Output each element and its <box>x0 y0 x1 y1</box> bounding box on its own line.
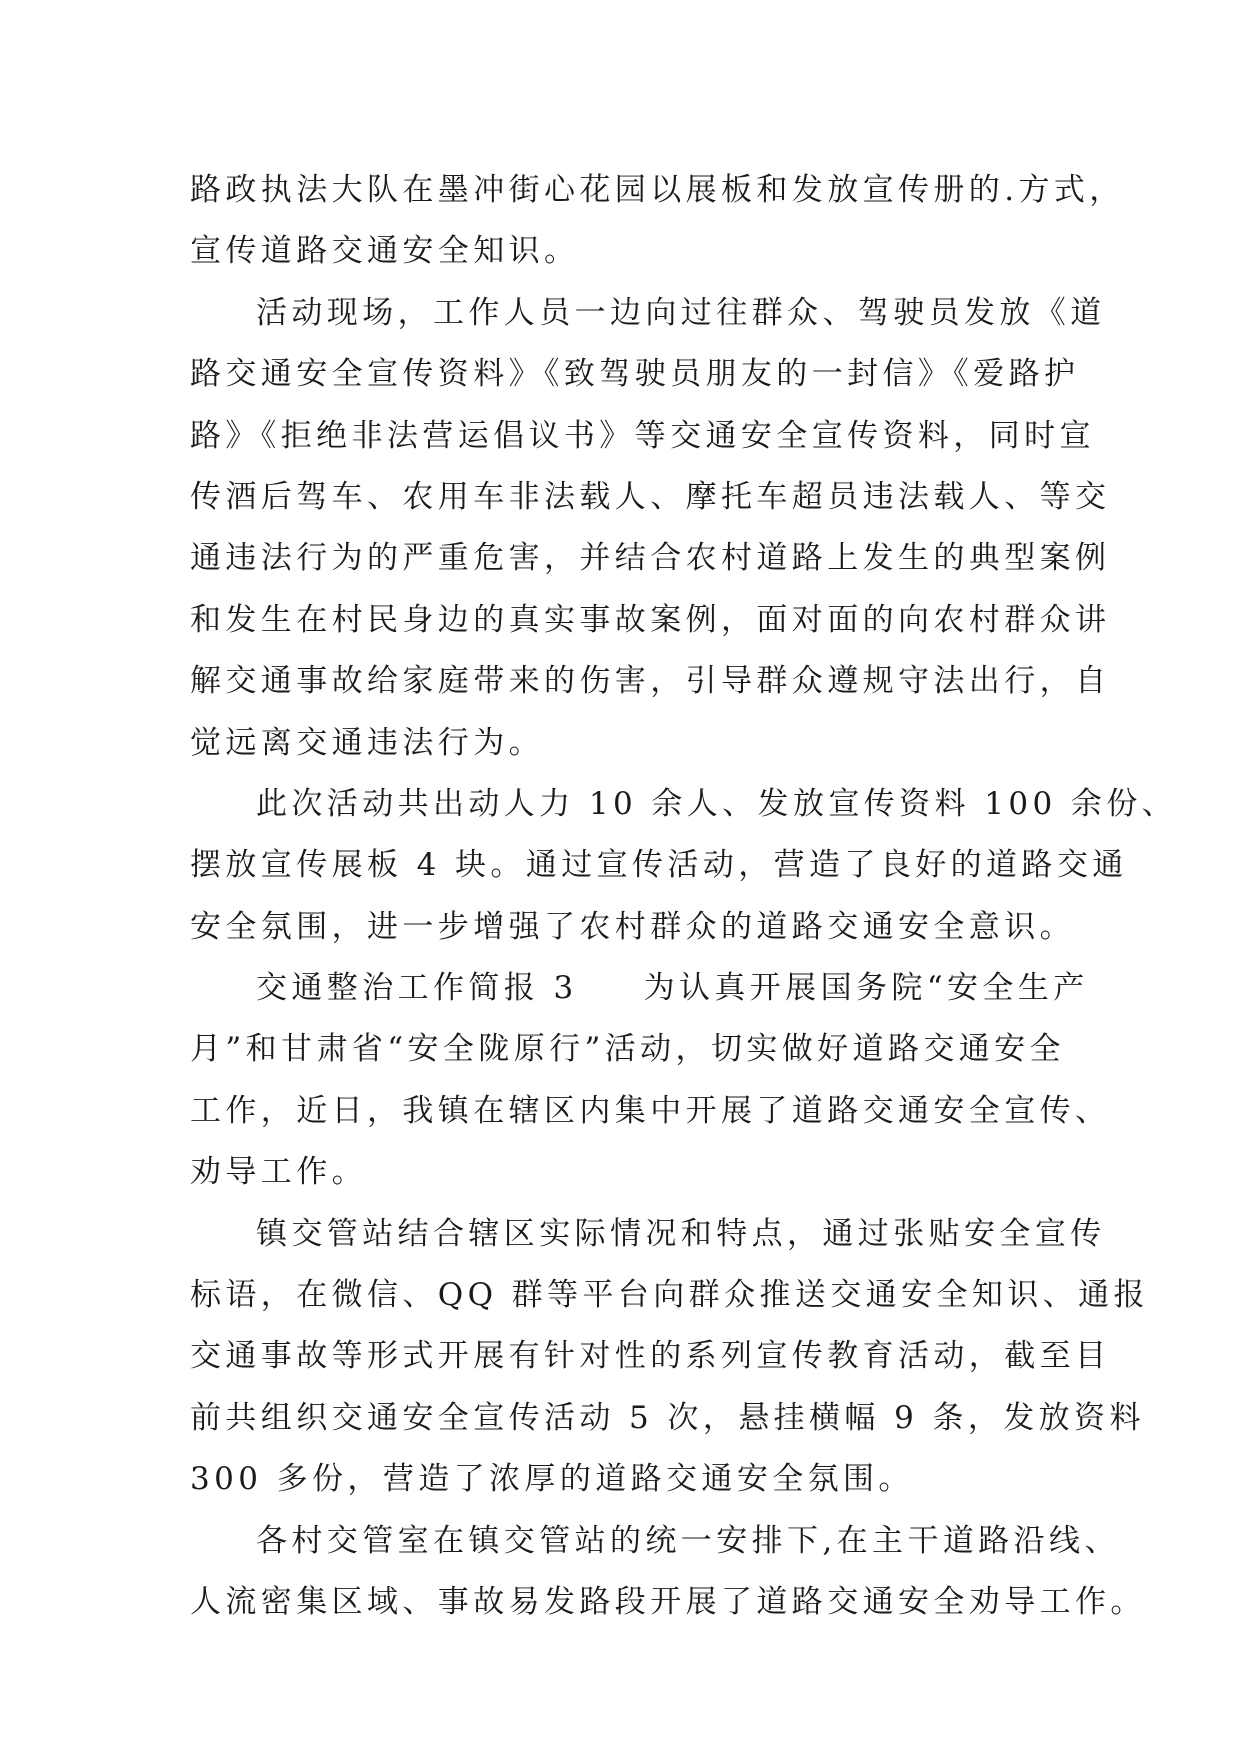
text-line-content: 月”和甘肃省“安全陇原行”活动，切实做好道路交通安全 <box>190 1031 1065 1068</box>
text-line <box>190 467 1111 528</box>
text-line <box>190 1388 1145 1449</box>
text-line <box>190 406 1095 467</box>
text-line-content: 标语，在微信、QQ 群等平台向群众推送交通安全知识、通报 <box>190 1277 1149 1314</box>
text-line-content: 觉远离交通违法行为。 <box>190 724 544 761</box>
text-line <box>190 344 1080 405</box>
text-line-content: 交通事故等形式开展有针对性的系列宣传教育活动，截至目 <box>190 1338 1111 1375</box>
text-line <box>190 160 1125 221</box>
text-line-content: 摆放宣传展板 4 块。通过宣传活动，营造了良好的道路交通 <box>190 847 1128 884</box>
text-line-content: 前共组织交通安全宣传活动 5 次，悬挂横幅 9 条，发放资料 <box>190 1399 1145 1436</box>
text-line <box>190 958 1089 1019</box>
text-line <box>190 1511 1120 1572</box>
text-line <box>190 713 1050 774</box>
text-line-content: 活动现场，工作人员一边向过往群众、驾驶员发放《道 <box>256 294 1106 331</box>
text-line-content: 传酒后驾车、农用车非法载人、摩托车超员违法载人、等交 <box>190 478 1111 515</box>
text-line-content: 人流密集区域、事故易发路段开展了道路交通安全劝导工作。 <box>190 1583 1146 1620</box>
text-line <box>190 897 1075 958</box>
text-line-content: 交通整治工作简报 3 <box>256 970 578 1007</box>
text-line-content: 路交通安全宣传资料》《致驾驶员朋友的一封信》《爱路护 <box>190 356 1080 393</box>
text-line <box>190 590 1111 651</box>
text-line <box>190 528 1111 589</box>
text-line-content: 各村交管室在镇交管站的统一安排下,在主干道路沿线、 <box>256 1522 1120 1559</box>
text-line <box>190 651 1111 712</box>
text-line-content: 工作，近日，我镇在辖区内集中开展了道路交通安全宣传、 <box>190 1092 1111 1129</box>
text-line <box>190 774 1178 835</box>
text-line <box>190 1019 1065 1080</box>
text-line <box>190 1081 1111 1142</box>
text-line-content: 解交通事故给家庭带来的伤害，引导群众遵规守法出行，自 <box>190 663 1111 700</box>
document-body <box>190 160 1178 1633</box>
text-line <box>190 1142 1050 1203</box>
text-line <box>190 1572 1146 1633</box>
text-line <box>190 221 1050 282</box>
text-line-content: 此次活动共出动人力 10 余人、发放宣传资料 100 余份、 <box>256 785 1178 822</box>
text-line-content: 镇交管站结合辖区实际情况和特点，通过张贴安全宣传 <box>256 1215 1106 1252</box>
text-line <box>190 1449 1050 1510</box>
text-line-content: 宣传道路交通安全知识。 <box>190 233 580 270</box>
text-line-content: 300 多份，营造了浓厚的道路交通安全氛围。 <box>190 1461 914 1498</box>
text-line-content: 路》《拒绝非法营运倡议书》等交通安全宣传资料，同时宣 <box>190 417 1095 454</box>
text-line-trail: 为认真开展国务院“安全生产 <box>643 970 1089 1007</box>
text-line-content: 路政执法大队在墨冲街心花园以展板和发放宣传册的.方式， <box>190 172 1125 208</box>
text-line <box>190 1326 1111 1387</box>
text-line-content: 安全氛围，进一步增强了农村群众的道路交通安全意识。 <box>190 908 1075 945</box>
text-line-content: 通违法行为的严重危害，并结合农村道路上发生的典型案例 <box>190 540 1111 577</box>
text-line <box>190 835 1128 896</box>
text-line-content: 劝导工作。 <box>190 1154 367 1191</box>
text-line-content: 和发生在村民身边的真实事故案例，面对面的向农村群众讲 <box>190 601 1111 638</box>
text-line <box>190 1204 1106 1265</box>
text-line <box>190 283 1106 344</box>
text-line <box>190 1265 1149 1326</box>
